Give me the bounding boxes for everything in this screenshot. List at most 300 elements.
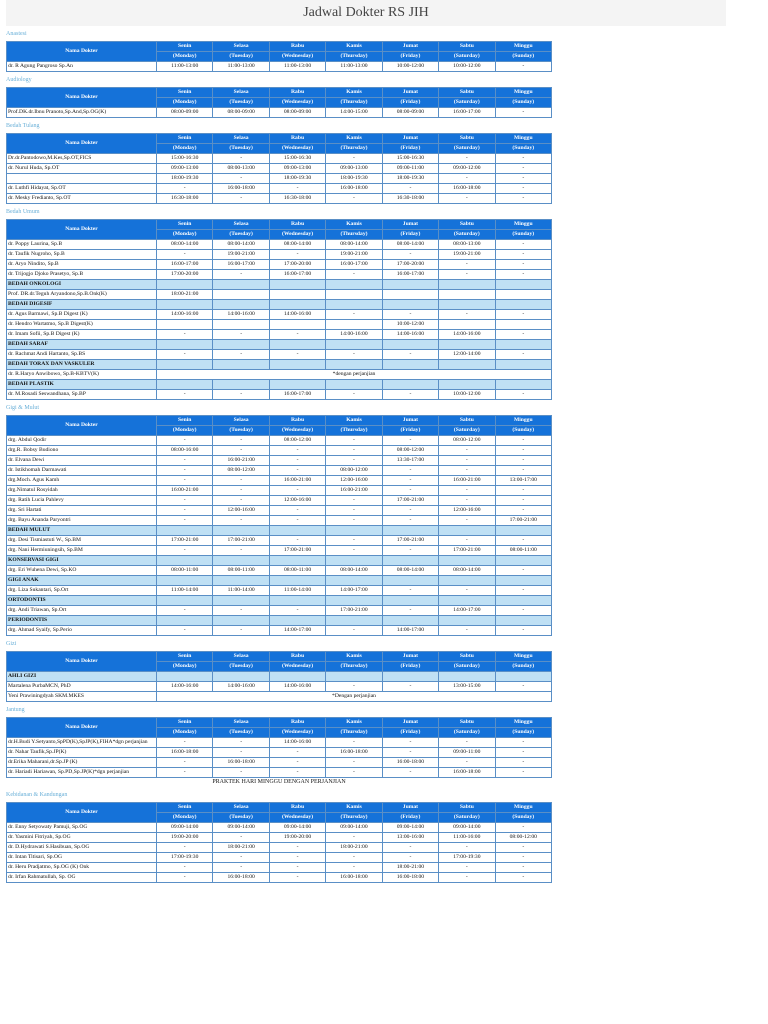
column-header-day-english: (Saturday) — [439, 144, 495, 154]
schedule-cell: - — [439, 873, 495, 883]
schedule-cell: - — [213, 436, 269, 446]
schedule-cell: - — [495, 626, 551, 636]
schedule-cell: - — [157, 496, 213, 506]
category-row — [7, 380, 552, 390]
schedule-table — [6, 415, 552, 636]
category-label: BEDAH PLASTIK — [7, 380, 157, 390]
doctor-name: dr. Taufik Nugroho, Sp.B — [7, 250, 157, 260]
schedule-cell: - — [213, 446, 269, 456]
category-cell — [157, 360, 213, 370]
schedule-section — [6, 120, 746, 204]
schedule-cell: 17:00-21:00 — [157, 536, 213, 546]
category-cell — [157, 672, 213, 682]
column-header-day-english: (Wednesday) — [269, 426, 325, 436]
doctor-name: drg. Sri Hartati — [7, 506, 157, 516]
schedule-cell — [269, 290, 325, 300]
schedule-cell: 11:00-14:00 — [213, 586, 269, 596]
schedule-cell: 08:00-09:00 — [382, 108, 438, 118]
schedule-cell: 08:00-14:00 — [382, 240, 438, 250]
schedule-cell: - — [495, 310, 551, 320]
table-row — [7, 738, 552, 748]
schedule-cell: - — [495, 682, 551, 692]
section-label: Bedah Tulang — [6, 123, 40, 129]
schedule-cell: - — [157, 350, 213, 360]
schedule-cell: - — [213, 768, 269, 778]
column-header-day: Jumat — [382, 652, 438, 662]
header-row — [7, 42, 552, 52]
schedule-cell: - — [326, 853, 382, 863]
table-row — [7, 823, 552, 833]
category-cell — [382, 672, 438, 682]
schedule-cell: 10:00-12:00 — [439, 390, 495, 400]
schedule-cell: - — [157, 516, 213, 526]
category-cell — [382, 616, 438, 626]
category-cell — [326, 360, 382, 370]
schedule-cell: - — [439, 260, 495, 270]
schedule-cell: - — [213, 486, 269, 496]
category-label: BEDAH DIGESIF — [7, 300, 157, 310]
schedule-cell: 08:00-11:00 — [269, 566, 325, 576]
schedule-cell: 16:00-21:00 — [269, 476, 325, 486]
schedule-cell: - — [439, 738, 495, 748]
schedule-cell: - — [439, 310, 495, 320]
column-header-day: Kamis — [326, 220, 382, 230]
schedule-cell: - — [213, 853, 269, 863]
doctor-name: dr. Aryo Nindito, Sp.B — [7, 260, 157, 270]
schedule-cell — [213, 320, 269, 330]
schedule-cell: - — [157, 390, 213, 400]
schedule-cell: - — [213, 350, 269, 360]
column-header-day: Rabu — [269, 220, 325, 230]
schedule-cell: 08:00-13:00 — [213, 164, 269, 174]
schedule-sections — [6, 28, 746, 883]
schedule-cell: 17:00-21:00 — [382, 496, 438, 506]
schedule-cell: - — [382, 768, 438, 778]
category-cell — [495, 616, 551, 626]
column-header-day: Senin — [157, 134, 213, 144]
schedule-cell: 08:00-11:00 — [157, 566, 213, 576]
category-cell — [495, 280, 551, 290]
category-cell — [495, 360, 551, 370]
doctor-name: dr. Intan Titisari, Sp.OG — [7, 853, 157, 863]
column-header-day-english: (Saturday) — [439, 662, 495, 672]
schedule-cell: 08:00-14:00 — [269, 240, 325, 250]
schedule-cell: 08:00-09:00 — [269, 108, 325, 118]
column-header-day-english: (Thursday) — [326, 52, 382, 62]
doctor-name: drg. Liza Sukantari, Sp.Ort — [7, 586, 157, 596]
column-header-name: Nama Dokter — [7, 220, 157, 240]
schedule-cell: - — [439, 174, 495, 184]
column-header-day-english: (Friday) — [382, 52, 438, 62]
schedule-cell: - — [326, 546, 382, 556]
schedule-cell: 08:00-12:00 — [269, 436, 325, 446]
schedule-cell: - — [213, 174, 269, 184]
category-row — [7, 576, 552, 586]
column-header-day: Jumat — [382, 134, 438, 144]
schedule-cell: - — [495, 536, 551, 546]
table-row — [7, 748, 552, 758]
schedule-cell — [326, 290, 382, 300]
schedule-cell: - — [439, 843, 495, 853]
schedule-cell: - — [495, 466, 551, 476]
column-header-day: Kamis — [326, 803, 382, 813]
doctor-name: dr.H.Budi Y.Setyanto,SpPD(K),SpJP(K),FIHA*dgn perjanjian — [7, 738, 157, 748]
schedule-cell: - — [382, 390, 438, 400]
column-header-day-english: (Friday) — [382, 230, 438, 240]
doctor-name: dr. Agus Barmawi, Sp.B Digest (K) — [7, 310, 157, 320]
schedule-cell: 09:00-13:00 — [269, 164, 325, 174]
column-header-day: Senin — [157, 652, 213, 662]
category-cell — [382, 556, 438, 566]
category-cell — [439, 596, 495, 606]
schedule-cell: 14:00-16:00 — [157, 682, 213, 692]
section-label: Anastesi — [6, 31, 27, 37]
schedule-cell: 08:00-11:00 — [213, 566, 269, 576]
column-header-day-english: (Tuesday) — [213, 52, 269, 62]
table-row — [7, 456, 552, 466]
category-cell — [495, 526, 551, 536]
schedule-section — [6, 704, 746, 787]
category-cell — [382, 340, 438, 350]
category-cell — [269, 300, 325, 310]
schedule-cell: - — [157, 436, 213, 446]
schedule-cell: 08:00-09:00 — [213, 108, 269, 118]
schedule-cell: 08:00-14:00 — [439, 566, 495, 576]
doctor-name: dr. Yasmini Fitriyah, Sp.OG — [7, 833, 157, 843]
schedule-cell: 12:00-16:00 — [439, 506, 495, 516]
schedule-cell: - — [157, 606, 213, 616]
column-header-day: Senin — [157, 42, 213, 52]
table-row — [7, 240, 552, 250]
schedule-cell: 14:00-16:00 — [157, 310, 213, 320]
schedule-cell: - — [439, 446, 495, 456]
schedule-cell: 11:00-14:00 — [269, 586, 325, 596]
column-header-day: Kamis — [326, 134, 382, 144]
column-header-day: Minggu — [495, 42, 551, 52]
doctor-name: dr. Enny Setyowaty Pamuji, Sp.OG — [7, 823, 157, 833]
schedule-cell: - — [439, 466, 495, 476]
schedule-cell: 14:00-16:00 — [269, 738, 325, 748]
doctor-name: dr. Istikhomah Darmawati — [7, 466, 157, 476]
schedule-cell: - — [382, 184, 438, 194]
column-header-day-english: (Monday) — [157, 144, 213, 154]
schedule-cell: - — [157, 843, 213, 853]
schedule-cell: 18:00-19:30 — [269, 174, 325, 184]
page-title: Jadwal Dokter RS JIH — [6, 0, 726, 26]
doctor-name: dr. D.Hydrawati S.Hasibuan, Sp.OG — [7, 843, 157, 853]
schedule-cell: 08:00-12:00 — [439, 436, 495, 446]
schedule-cell: 16:00-18:00 — [157, 748, 213, 758]
schedule-cell: - — [495, 506, 551, 516]
column-header-day-english: (Wednesday) — [269, 144, 325, 154]
schedule-cell: - — [495, 184, 551, 194]
schedule-cell — [157, 320, 213, 330]
schedule-cell: - — [382, 586, 438, 596]
column-header-day-english: (Wednesday) — [269, 813, 325, 823]
schedule-cell: 19:00-20:00 — [157, 833, 213, 843]
category-label: ORTODONTIS — [7, 596, 157, 606]
schedule-cell: 08:00-16:00 — [157, 446, 213, 456]
column-header-day-english: (Friday) — [382, 98, 438, 108]
schedule-cell: 12:00-16:00 — [213, 506, 269, 516]
table-row — [7, 270, 552, 280]
schedule-cell: 08:00-12:00 — [495, 833, 551, 843]
category-cell — [269, 576, 325, 586]
schedule-cell: 16:00-18:00 — [213, 758, 269, 768]
schedule-cell: - — [213, 833, 269, 843]
category-cell — [213, 280, 269, 290]
doctor-name: dr.Erika Maharani,dr.Sp.JP (K) — [7, 758, 157, 768]
column-header-day-english: (Thursday) — [326, 98, 382, 108]
column-header-day-english: (Saturday) — [439, 52, 495, 62]
schedule-cell: 18:00-21:00 — [157, 290, 213, 300]
schedule-section — [6, 206, 746, 400]
schedule-cell: 17:00-19:30 — [157, 853, 213, 863]
schedule-cell: 14:00-16:00 — [213, 682, 269, 692]
table-row — [7, 446, 552, 456]
column-header-day: Minggu — [495, 88, 551, 98]
schedule-cell: 08:00-14:00 — [382, 566, 438, 576]
header-row — [7, 652, 552, 662]
schedule-cell: 16:00-18:00 — [439, 768, 495, 778]
table-row — [7, 390, 552, 400]
category-cell — [269, 380, 325, 390]
column-header-day-english: (Monday) — [157, 813, 213, 823]
schedule-cell: 16:00-18:00 — [213, 873, 269, 883]
schedule-cell: 16:00-18:00 — [439, 184, 495, 194]
column-header-day-english: (Wednesday) — [269, 230, 325, 240]
schedule-cell: - — [382, 682, 438, 692]
category-cell — [326, 556, 382, 566]
schedule-cell: - — [157, 768, 213, 778]
column-header-day: Jumat — [382, 88, 438, 98]
header-row — [7, 416, 552, 426]
schedule-cell: 08:00-12:00 — [213, 466, 269, 476]
schedule-cell: 08:00-09:00 — [157, 108, 213, 118]
category-cell — [157, 526, 213, 536]
schedule-cell: 11:00-14:00 — [157, 586, 213, 596]
doctor-name: dr. R.Haryo Anwibowo, Sp.B-KBTV(K) — [7, 370, 157, 380]
column-header-day: Rabu — [269, 42, 325, 52]
schedule-cell: 09:00-14:00 — [269, 823, 325, 833]
category-row — [7, 596, 552, 606]
schedule-cell: - — [382, 310, 438, 320]
category-row — [7, 616, 552, 626]
schedule-cell: 14:00-17:00 — [439, 606, 495, 616]
schedule-cell: - — [439, 496, 495, 506]
category-label: KONSERVASI GIGI — [7, 556, 157, 566]
schedule-cell: - — [326, 390, 382, 400]
header-row — [7, 134, 552, 144]
schedule-cell: 15:00-16:30 — [157, 154, 213, 164]
schedule-cell: - — [382, 606, 438, 616]
column-header-name: Nama Dokter — [7, 803, 157, 823]
schedule-cell: - — [495, 164, 551, 174]
schedule-cell: 19:00-21:00 — [326, 250, 382, 260]
column-header-day-english: (Sunday) — [495, 426, 551, 436]
column-header-day: Jumat — [382, 718, 438, 728]
column-header-day-english: (Sunday) — [495, 52, 551, 62]
column-header-day-english: (Monday) — [157, 52, 213, 62]
category-cell — [157, 616, 213, 626]
schedule-cell: - — [439, 536, 495, 546]
column-header-day: Senin — [157, 416, 213, 426]
category-cell — [213, 596, 269, 606]
schedule-section — [6, 789, 746, 883]
schedule-cell: 08:00-11:00 — [495, 546, 551, 556]
schedule-cell: 17:00-19:30 — [439, 853, 495, 863]
schedule-cell: - — [495, 436, 551, 446]
schedule-cell: - — [382, 853, 438, 863]
schedule-cell: 09:00-14:00 — [326, 823, 382, 833]
schedule-cell: 18:00-21:00 — [382, 863, 438, 873]
schedule-cell: - — [326, 456, 382, 466]
schedule-cell: 11:00-13:00 — [213, 62, 269, 72]
doctor-name: Yeni Prawiningdyah SKM.MKES — [7, 692, 157, 702]
category-cell — [157, 596, 213, 606]
schedule-cell: - — [382, 546, 438, 556]
doctor-name: Dr.dr.Pantodowo,M.Kes,Sp.OT,FICS — [7, 154, 157, 164]
schedule-cell: 16:00-17:00 — [269, 270, 325, 280]
category-label: GIGI ANAK — [7, 576, 157, 586]
doctor-name: dr. Trijogjo Djoko Prasetyo, Sp.B — [7, 270, 157, 280]
schedule-cell: 16:00-18:00 — [326, 873, 382, 883]
table-row — [7, 250, 552, 260]
column-header-day: Rabu — [269, 718, 325, 728]
column-header-day: Selasa — [213, 803, 269, 813]
schedule-cell: 09:00-14:00 — [213, 823, 269, 833]
column-header-day: Sabtu — [439, 134, 495, 144]
schedule-cell: - — [495, 748, 551, 758]
doctor-name: dr. R Agung Pangroso Sp.An — [7, 62, 157, 72]
schedule-cell: 19:00-21:00 — [213, 250, 269, 260]
schedule-cell: - — [269, 843, 325, 853]
category-cell — [157, 280, 213, 290]
schedule-cell: - — [326, 833, 382, 843]
category-cell — [213, 556, 269, 566]
column-header-day-english: (Monday) — [157, 728, 213, 738]
schedule-cell: 16:00-17:00 — [439, 108, 495, 118]
schedule-cell: 17:00-21:00 — [382, 536, 438, 546]
column-header-day: Sabtu — [439, 803, 495, 813]
column-header-day: Jumat — [382, 803, 438, 813]
column-header-day-english: (Friday) — [382, 662, 438, 672]
doctor-name: dr. Heru Pradjatmo, Sp.OG (K) Onk — [7, 863, 157, 873]
column-header-name: Nama Dokter — [7, 42, 157, 62]
schedule-cell: 18:00-21:00 — [326, 843, 382, 853]
schedule-cell: 16:00-21:00 — [326, 486, 382, 496]
category-cell — [269, 340, 325, 350]
schedule-cell: - — [157, 184, 213, 194]
column-header-day-english: (Sunday) — [495, 144, 551, 154]
category-cell — [382, 360, 438, 370]
doctor-name: drg. Nani Hermiuningsih, Sp.BM — [7, 546, 157, 556]
column-header-day-english: (Friday) — [382, 144, 438, 154]
schedule-cell: - — [269, 486, 325, 496]
schedule-cell: - — [439, 863, 495, 873]
schedule-cell: - — [326, 436, 382, 446]
schedule-cell: - — [213, 476, 269, 486]
category-cell — [269, 596, 325, 606]
table-row — [7, 62, 552, 72]
column-header-day-english: (Tuesday) — [213, 662, 269, 672]
category-label: BEDAH MULUT — [7, 526, 157, 536]
doctor-name: drg. Ahmad Syaify, Sp.Perio — [7, 626, 157, 636]
schedule-cell: 16:00-18:00 — [382, 758, 438, 768]
schedule-cell: - — [382, 436, 438, 446]
column-header-day: Minggu — [495, 134, 551, 144]
schedule-cell: 09:00-13:00 — [157, 164, 213, 174]
schedule-cell: - — [382, 476, 438, 486]
schedule-cell: - — [495, 390, 551, 400]
schedule-cell: 16:30-18:00 — [382, 194, 438, 204]
schedule-cell: 11:00-13:00 — [157, 62, 213, 72]
schedule-cell: 08:00-14:00 — [326, 566, 382, 576]
section-label: Jantung — [6, 707, 25, 713]
section-label: Gizi — [6, 641, 17, 647]
column-header-day-english: (Saturday) — [439, 230, 495, 240]
schedule-cell: 09:00-13:00 — [326, 164, 382, 174]
header-row — [7, 803, 552, 813]
column-header-day-english: (Tuesday) — [213, 813, 269, 823]
category-label: BEDAH SARAF — [7, 340, 157, 350]
schedule-cell: 13:00-16:00 — [382, 833, 438, 843]
schedule-cell: - — [269, 516, 325, 526]
schedule-cell: 17:00-20:00 — [157, 270, 213, 280]
schedule-cell — [495, 290, 551, 300]
schedule-cell: - — [269, 350, 325, 360]
schedule-cell: - — [439, 758, 495, 768]
category-cell — [326, 300, 382, 310]
schedule-cell: 08:00-13:00 — [439, 240, 495, 250]
schedule-cell: 19:00-21:00 — [439, 250, 495, 260]
schedule-cell: - — [326, 516, 382, 526]
schedule-cell: - — [382, 748, 438, 758]
schedule-cell: - — [157, 330, 213, 340]
table-row — [7, 496, 552, 506]
schedule-cell — [382, 290, 438, 300]
category-cell — [382, 380, 438, 390]
schedule-cell: - — [326, 536, 382, 546]
table-row — [7, 194, 552, 204]
doctor-name: drg.R. Bobsy Budiono — [7, 446, 157, 456]
section-label: Bedah Umum — [6, 209, 40, 215]
doctor-name: dr. Imam Sofii, Sp.B Digest (K) — [7, 330, 157, 340]
column-header-day-english: (Wednesday) — [269, 662, 325, 672]
schedule-cell: 12:00-16:00 — [326, 476, 382, 486]
column-header-day-english: (Thursday) — [326, 144, 382, 154]
schedule-cell: 18:00-21:00 — [213, 843, 269, 853]
schedule-cell: - — [269, 456, 325, 466]
schedule-cell: - — [382, 506, 438, 516]
column-header-day: Kamis — [326, 42, 382, 52]
doctor-name: dr. Hendro Wartatmo, Sp.B Digest(K) — [7, 320, 157, 330]
schedule-cell: - — [269, 446, 325, 456]
table-row — [7, 768, 552, 778]
table-row — [7, 310, 552, 320]
schedule-cell: - — [157, 873, 213, 883]
schedule-cell: - — [439, 154, 495, 164]
schedule-cell: 09:00-11:00 — [382, 164, 438, 174]
column-header-day: Selasa — [213, 134, 269, 144]
schedule-cell: 16:00-18:00 — [382, 873, 438, 883]
column-header-day-english: (Tuesday) — [213, 230, 269, 240]
schedule-cell: - — [495, 853, 551, 863]
category-cell — [495, 576, 551, 586]
column-header-day: Sabtu — [439, 652, 495, 662]
category-cell — [439, 280, 495, 290]
schedule-cell: - — [326, 506, 382, 516]
